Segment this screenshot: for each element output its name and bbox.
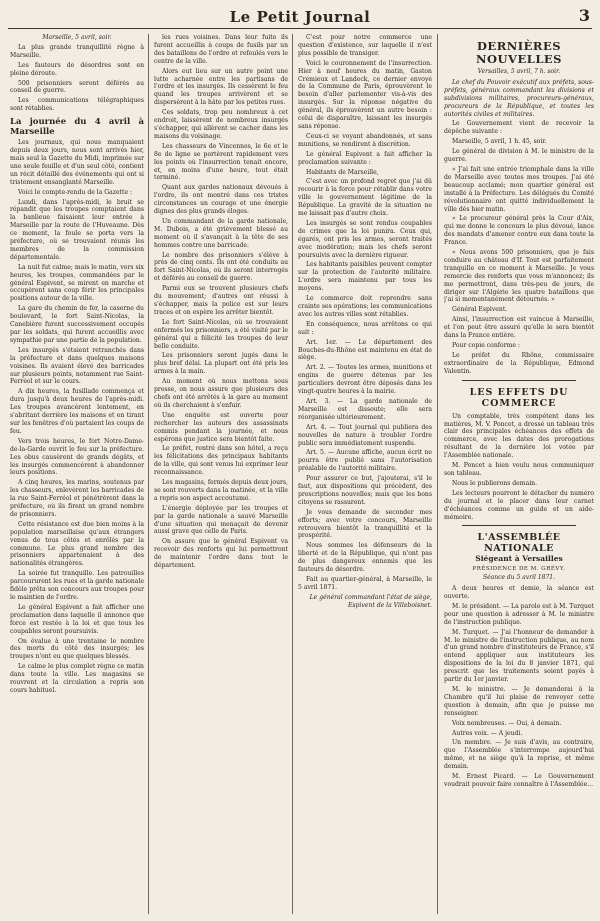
assembly-title: L'ASSEMBLÉE NATIONALE xyxy=(477,532,561,555)
paragraph: Ainsi, l'insurrection est vaincue à Marseille, et l'on peut être assuré qu'elle le sera bientôt dans la France entière. xyxy=(444,316,594,340)
separator xyxy=(462,525,576,526)
paragraph: Ces soldats, trop peu nombreux à cet endroit, laissèrent de nombreux insurgés s'échapper, qui allèrent se cacher dans les maisons du voisinage. xyxy=(154,109,288,140)
paragraph: Les journaux, qui nous manquaient depuis deux jours, nous sont arrivés hier, mais seul la Gazette du Midi, imprimée sur une seule feuille et d'un seul côté, contient un récit détaillé des événements qui ont si tristement ensanglanté Marseille. xyxy=(10,139,144,186)
paragraph: 500 prisonniers seront déférés au conseil de guerre. xyxy=(10,79,144,95)
paragraph: L'énergie déployée par les troupes et par la garde nationale a sauvé Marseille d'une situation qui menaçait de devenir aussi grave que celle de Paris. xyxy=(154,504,288,536)
paragraph: Art. 1er. — Le département des Bouches-du-Rhône est maintenu en état de siège. xyxy=(298,338,432,362)
masthead xyxy=(8,6,592,28)
paragraph: Au moment où nous mettons sous presse, on nous assure que plusieurs des chefs ont été arrêtés à la gare au moment où ils cherchaient à s'enfuir. xyxy=(154,378,288,409)
paragraph: Les insurgés se sont rendus coupables de crimes que la loi punira. Ceux qui, égarés, ont pris les armes, seront traités avec modération; mais les chefs seront poursuivis avec la dernière rigueur. xyxy=(298,219,432,259)
paragraph: M. Poncet a bien voulu nous communiquer son tableau. xyxy=(444,462,594,477)
page-number: 3 xyxy=(578,6,590,25)
paragraph: Un membre. — Je suis d'avis, au contraire, que l'Assemblée s'interrompe aujourd'hui même, et ne siège qu'à la reprise, et même demain. xyxy=(444,739,594,771)
section-heading: La journée du 4 avril à Marseille xyxy=(10,117,144,138)
dispatch-paragraphs xyxy=(444,120,594,375)
paragraph: On assure que le général Espivent va recevoir des renforts qui lui permettront de maintenir l'ordre dans tout le département. xyxy=(154,538,288,570)
lead-paragraph: Le chef du Pouvoir exécutif aux préfets, sous-préfets, généraux commandant les divisions et subdivisions militaires, procureurs-généraux, procureurs de la République, et toutes les autorités civiles et militaires. xyxy=(444,78,594,118)
paragraph: Le commerce doit reprendre sans crainte ses opérations; les communications avec les autres villes sont rétablies. xyxy=(298,295,432,318)
paragraph: Général Espivent. xyxy=(452,306,508,314)
paragraph: Art. 2. — Toutes les armes, munitions et engins de guerre détenus par les particuliers devront être déposés dans les vingt-quatre heures à la mairie. xyxy=(298,364,432,396)
paragraph: M. le ministre. — Je demanderai à la Chambre qu'il lui plaise de renvoyer cette question à demain, afin que je puisse me renseigner. xyxy=(444,686,594,717)
paragraph: Les insurgés s'étaient retranchés dans la préfecture et dans quelques maisons voisines. Ils avaient élevé des barricades sur plusieurs points, notamment rue Saint-Ferréol et sur le cours. xyxy=(10,346,144,386)
paragraph: Pour assurer ce but, j'ajouterai, s'il le faut, aux dispositions qui précèdent, des prescriptions nouvelles; mais que les bons citoyens se rassurent. xyxy=(298,475,432,506)
paragraph: « Nous avons 500 prisonniers, que je fais conduire au château d'If. Tout est parfaitement tranquille en ce moment à Marseille. Je vous remercie des renforts que vous m'annoncez; ils me permettront, dans très-peu de jours, de diriger sur l'Algérie les quatre bataillons que j'ai si momentanément détournés. » xyxy=(444,249,594,304)
paragraph: La soirée fut tranquille. Les patrouilles parcoururent les rues et la garde nationale fidèle prêta son concours aux troupes pour le maintien de l'ordre. xyxy=(10,570,144,601)
paragraph: Voici le couronnement de l'insurrection. Hier à neuf heures du matin, Gaston Crémieux et Landeck, ce dernier envoyé de la Commune de Paris, éprouvèrent le besoin d'aller parlementer vis-à-vis des insurgés. Sur la réponse négative du général, ils éprouvèrent un autre besoin : celui de disparaître, laissant les insurgés sans réponse. xyxy=(298,59,432,130)
column-1 xyxy=(10,34,144,914)
column-rule xyxy=(292,34,293,914)
paragraph: Un commandant de la garde nationale, M. Dubois, a été grièvement blessé au moment où il s'avançait à la tête de ses hommes contre une barricade. xyxy=(154,217,288,249)
article-body xyxy=(10,139,144,695)
article-body xyxy=(298,34,432,592)
paragraph: Voici le compte-rendu de la Gazette : xyxy=(18,188,133,196)
paragraph: Le fort Saint-Nicolas, où se trouvaient enfermés les prisonniers, a été visité par le général qui a félicité les troupes de leur belle conduite. xyxy=(154,318,288,350)
column-rule xyxy=(437,34,438,914)
column-4 xyxy=(444,34,594,914)
paragraph: A deux heures et demie, la séance est ouverte. xyxy=(444,585,594,601)
paragraph: Marseille, 5 avril, 1 h. 45, soir. xyxy=(452,138,547,146)
paragraph: Quant aux gardes nationaux dévoués à l'ordre, ils ont montré dans ces tristes circonstances un courage et une énergie dignes des plus grands éloges. xyxy=(154,184,288,216)
dateline: Marseille, 5 avril, soir. xyxy=(42,34,112,41)
paragraph: « Le procureur général près la Cour d'Aix, qui me donne le concours le plus dévoué, lance des mandats d'amener contre eux dans toute la France. xyxy=(444,215,594,247)
separator xyxy=(462,380,576,381)
paragraph: Ceux-ci se voyant abandonnés, et sans munitions, se rendirent à discrétion. xyxy=(298,132,432,148)
paragraph: M. le président. — La parole est à M. Turquet pour une question à adresser à M. le ministre de l'instruction publique. xyxy=(444,602,594,626)
paragraph: Les communications télégraphiques sont rétablies. xyxy=(10,97,144,113)
paragraph: Je vous demande de seconder mes efforts; avec votre concours, Marseille retrouvera bientôt la tranquillité et la prospérité. xyxy=(298,508,432,540)
assembly-paragraphs xyxy=(444,585,594,789)
paragraph: Les habitants paisibles peuvent compter sur la protection de l'autorité militaire. L'ordre sera maintenu par tous les moyens. xyxy=(298,261,432,293)
paragraph: En conséquence, nous arrêtons ce qui suit : xyxy=(298,320,432,336)
paragraph: Fait au quartier-général, à Marseille, le 5 avril 1871. xyxy=(298,576,432,591)
column-2 xyxy=(154,34,288,914)
paragraph: Vers trois heures, le fort Notre-Dame-de-la-Garde ouvrit le feu sur la préfecture. Les obus causèrent de grands dégâts, et les insurgés commencèrent à abandonner leurs positions. xyxy=(10,437,144,477)
paragraph: Les fauteurs de désordres sont en pleine déroute. xyxy=(10,61,144,77)
paragraph: C'est pour notre commerce une question d'existence, sur laquelle il n'est plus possible de transiger. xyxy=(298,34,432,57)
paragraph: Alors eut lieu sur un autre point une lutte acharnée entre les partisans de l'ordre et les insurgés. Ils cessèrent le feu quand les troupes arrivèrent et se dispersèrent à la hâte par les petites rues. xyxy=(154,67,288,107)
paragraph: Art. 3. — La garde nationale de Marseille est dissoute; elle sera réorganisée ultérieurement. xyxy=(298,397,432,421)
paragraph: Habitants de Marseille, xyxy=(306,168,379,176)
paragraph: Un comptable, très compétent dans les matières, M. V. Poncet, a dressé un tableau très clair des principales échéances des effets de commerce, avec les dates des prorogations résultant de la dernière loi votée par l'Assemblée nationale. xyxy=(444,412,594,460)
paragraph: Le calme le plus complet règne ce matin dans toute la ville. Les magasins se rouvrent et la circulation a repris son cours habituel. xyxy=(10,663,144,694)
paragraph: Art. 5. — Aucune affiche, aucun écrit ne pourra être publié sans l'autorisation préalable de l'autorité militaire. xyxy=(298,449,432,473)
paragraph: Le nombre des prisonniers s'élève à près de cinq cents. Ils ont été conduits au fort Saint-Nicolas, où ils seront interrogés et déférés au conseil de guerre. xyxy=(154,251,288,283)
paragraph: Les chasseurs de Vincennes, le 6e et le 8e de ligne se portèrent rapidement vers les points où l'insurrection tenait encore, et, en moins d'une heure, tout était terminé. xyxy=(154,142,288,182)
paragraph: Le général Espivent a fait afficher la proclamation suivante : xyxy=(298,150,432,166)
paragraph: Le général de division à M. le ministre de la guerre. xyxy=(444,148,594,164)
paragraph: La plus grande tranquillité règne à Marseille. xyxy=(10,43,144,59)
summary-paragraphs xyxy=(10,44,144,113)
paragraph: Nous le publierons demain. xyxy=(452,479,538,487)
latest-news-headline: DERNIÈRES NOUVELLES xyxy=(476,39,562,66)
masthead-rule xyxy=(8,28,592,29)
paragraph: A cinq heures, les marins, soutenus par les chasseurs, enlevèrent les barricades de la rue Saint-Ferréol et pénétrèrent dans la préfecture, où ils firent un grand nombre de prisonniers. xyxy=(10,479,144,518)
paragraph: Le préfet, rentré dans son hôtel, a reçu les félicitations des principaux habitants de la ville, qui sont venus lui exprimer leur reconnaissance. xyxy=(154,445,288,477)
presidency-line: PRÉSIDENCE DE M. GRÉVY. xyxy=(472,566,566,573)
signature: Le général commandant l'état de siège, Espivent de la Villeboisnet. xyxy=(309,593,432,609)
paragraph: Lundi, dans l'après-midi, le bruit se répandit que les troupes comptaient dans la banlieue faisaient leur entrée à Marseille par la route de l'Huveaune. Dès ce moment, la foule se porta vers la préfecture, où se trouvaient réunis les membres de la commission départementale. xyxy=(10,198,144,261)
column-rule xyxy=(148,34,149,914)
paragraph: On évalue à une trentaine le nombre des morts du côté des insurgés; les troupes n'ont eu que quelques blessés. xyxy=(10,637,144,661)
commerce-paragraphs xyxy=(444,413,594,522)
masthead-title: Le Petit Journal xyxy=(229,8,371,26)
paragraph: La gare du chemin de fer, la caserne du boulevard, le fort Saint-Nicolas, la Canebière furent successivement occupés par les soldats, qui furent accueillis avec sympathie par une partie de la population. xyxy=(10,305,144,344)
session-line: Séance du 5 avril 1871. xyxy=(482,574,555,582)
column-3 xyxy=(298,34,432,914)
paragraph: Art. 4. — Tout journal qui publiera des nouvelles de nature à troubler l'ordre public sera immédiatement suspendu. xyxy=(298,423,432,447)
paragraph: Le général Espivent a fait afficher une proclamation dans laquelle il annonce que force est restée à la loi et que tous les coupables seront poursuivis. xyxy=(10,603,144,635)
paragraph: Voix nombreuses. — Oui, à demain. xyxy=(452,719,562,727)
paragraph: Le préfet du Rhône, commissaire extraordinaire de la République, Edmond Valentin. xyxy=(444,351,594,375)
dateline: Versailles, 5 avril, 7 h. soir. xyxy=(477,68,561,75)
paragraph: La nuit fut calme; mais le matin, vers six heures, les troupes, commandées par le général Espivent, se mirent en marche et occupèrent sans coup férir les principales positions autour de la ville. xyxy=(10,263,144,303)
paragraph: Une enquête est ouverte pour rechercher les auteurs des assassinats commis pendant la journée, et nous espérons que justice sera bientôt faite. xyxy=(154,411,288,443)
paragraph: Nous sommes les défenseurs de la liberté et de la République, qui n'ont pas de plus dangereux ennemis que les fauteurs de désordre. xyxy=(298,542,432,574)
paragraph: C'est avec un profond regret que j'ai dû recourir à la force pour rétablir dans votre ville le gouvernement légitime de la République. La gravité de la situation ne me laissait pas d'autre choix. xyxy=(298,178,432,218)
paragraph: M. Turquet. — J'ai l'honneur de demander à M. le ministre de l'instruction publique, au nom d'un grand nombre d'instituteurs de France, s'il entend appliquer aux instituteurs les dispositions de la loi du 8 janvier 1871, qui prescrit que les traitements soient payés à partir du 1er janvier. xyxy=(444,628,594,684)
paragraph: Autres voix. — A jeudi. xyxy=(452,729,523,737)
paragraph: Le Gouvernement vient de recevoir la dépêche suivante : xyxy=(444,120,594,136)
paragraph: M. Ernest Picard. — Le Gouvernement voudrait pouvoir faire connaître à l'Assemblée... xyxy=(444,773,594,788)
assembly-subtitle: Siégeant à Versailles xyxy=(475,554,563,564)
paragraph: Pour copie conforme : xyxy=(452,342,520,349)
paragraph: les rues voisines. Dans leur fuite ils furent accueillis à coups de fusils par un des bataillons de l'ordre et refoulés vers le centre de la ville. xyxy=(154,34,288,65)
paragraph: Les lecteurs pourront le détacher du numéro du journal et le placer dans leur carnet d'échéances comme un guide et un aide-mémoire. xyxy=(444,489,594,521)
paragraph: Parmi eux se trouvent plusieurs chefs du mouvement; d'autres ont réussi à s'échapper, mais la police est sur leurs traces et on espère les arrêter bientôt. xyxy=(154,285,288,316)
paragraph: « J'ai fait une entrée triomphale dans la ville de Marseille avec toutes mes troupes. J'ai été beaucoup acclamé; mon quartier général est installé à la Préfecture. Les délégués du Comité révolutionnaire ont quitté individuellement la ville dès hier matin. xyxy=(444,165,594,213)
paragraph: Les magasins, fermés depuis deux jours, se sont rouverts dans la matinée, et la ville a repris son aspect accoutumé. xyxy=(154,479,288,502)
commerce-banner: LES EFFETS DU COMMERCE xyxy=(469,386,569,409)
article-body xyxy=(154,34,288,570)
paragraph: Les prisonniers seront jugés dans le plus bref délai. La plupart ont été pris les armes à la main. xyxy=(154,352,288,376)
paragraph: Cette résistance est due bien moins à la population marseillaise qu'aux étrangers venus de tous côtés et enrôlés par la commune. Le plus grand nombre des prisonniers appartenaient à des nationalités étrangères. xyxy=(10,520,144,568)
paragraph: A dix heures, la fusillade commença et dura jusqu'à deux heures de l'après-midi. Les troupes avancèrent lentement, en s'abritant derrière les maisons et en tirant sur les fenêtres d'où partaient les coups de feu. xyxy=(10,388,144,435)
